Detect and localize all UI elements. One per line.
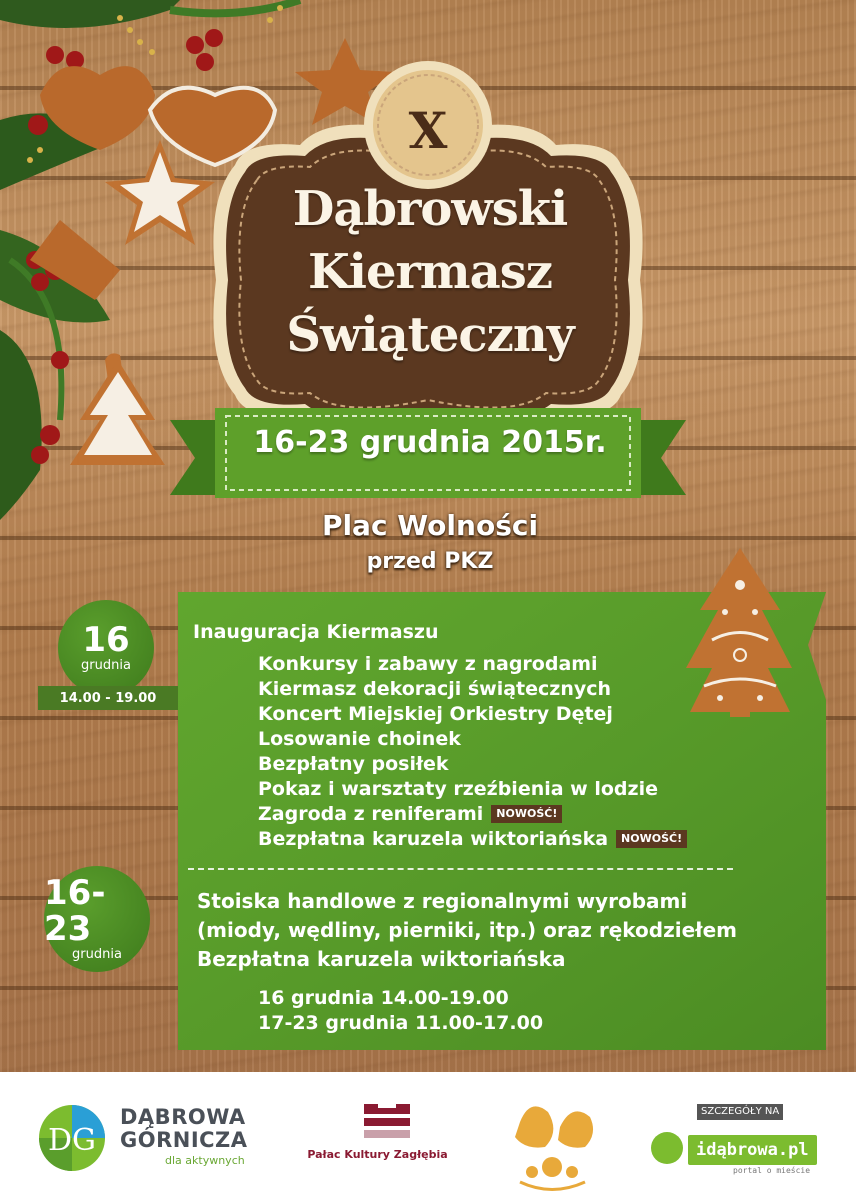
day1-month: grudnia — [81, 658, 131, 673]
divider — [188, 868, 733, 870]
title-line: Kiermasz — [308, 244, 552, 300]
title-line: Świąteczny — [286, 307, 574, 363]
day2-badge — [44, 866, 150, 972]
list-item: Pokaz i warsztaty rzeźbienia w lodzie — [258, 778, 658, 800]
svg-text:DG: DG — [47, 1123, 97, 1158]
list-item: Stoiska handlowe z regionalnymi wyrobami — [197, 889, 688, 913]
list-item: Koncert Miejskiej Orkiestry Dętej — [258, 703, 613, 725]
day1-list — [258, 652, 687, 852]
hours-line: 16 grudnia 14.00-19.00 — [258, 987, 509, 1009]
new-badge: NOWOŚĆ! — [491, 805, 562, 823]
hours-line: 17-23 grudnia 11.00-17.00 — [258, 1012, 544, 1034]
day2-list — [197, 889, 737, 976]
list-item: Bezpłatna karuzela wiktoriańska NOWOŚĆ! — [258, 827, 687, 852]
dg-name — [120, 1106, 248, 1152]
folk-roosters-logo-icon — [515, 1106, 593, 1189]
day1-heading: Inauguracja Kiermaszu — [193, 621, 439, 643]
event-dates: 16-23 grudnia 2015r. — [253, 425, 607, 460]
details-label: SZCZEGÓŁY NA — [697, 1104, 783, 1120]
dabrowa-gornicza-logo-icon — [39, 1105, 105, 1171]
day2-month: grudnia — [72, 947, 122, 962]
day2-hours — [258, 986, 543, 1036]
list-item: Kiermasz dekoracji świątecznych — [258, 678, 612, 700]
pkz-name: Pałac Kultury Zagłębia — [307, 1148, 448, 1161]
edition-label: X — [408, 100, 448, 160]
idabrowa-logo-icon — [651, 1132, 683, 1164]
list-item: Bezpłatna karuzela wiktoriańska — [197, 947, 566, 971]
dg-tagline: dla aktywnych — [165, 1154, 245, 1167]
footer — [0, 1072, 856, 1200]
event-title — [220, 178, 640, 367]
day1-number: 16 — [82, 620, 130, 660]
event-place: Plac Wolności — [321, 509, 539, 542]
portal-link[interactable]: idąbrowa.pl — [688, 1135, 817, 1165]
list-item: Konkursy i zabawy z nagrodami — [258, 653, 598, 675]
day1-hours: 14.00 - 19.00 — [38, 686, 178, 710]
list-item: Zagroda z reniferami NOWOŚĆ! — [258, 802, 687, 827]
list-item: (miody, wędliny, pierniki, itp.) oraz rękodziełem — [197, 918, 737, 942]
portal-subtitle: portal o mieście — [733, 1166, 811, 1175]
event-place-detail: przed PKZ — [366, 549, 494, 574]
day2-number: 16-23 — [44, 873, 106, 949]
title-line: Dąbrowski — [292, 181, 568, 237]
list-item: Losowanie choinek — [258, 728, 461, 750]
palac-kultury-logo-icon — [364, 1098, 410, 1138]
new-badge: NOWOŚĆ! — [616, 830, 687, 848]
dg-line2: GÓRNICZA — [120, 1128, 248, 1152]
day1-badge — [58, 600, 154, 696]
list-item: Bezpłatny posiłek — [258, 753, 449, 775]
dg-line1: DĄBROWA — [120, 1105, 246, 1129]
